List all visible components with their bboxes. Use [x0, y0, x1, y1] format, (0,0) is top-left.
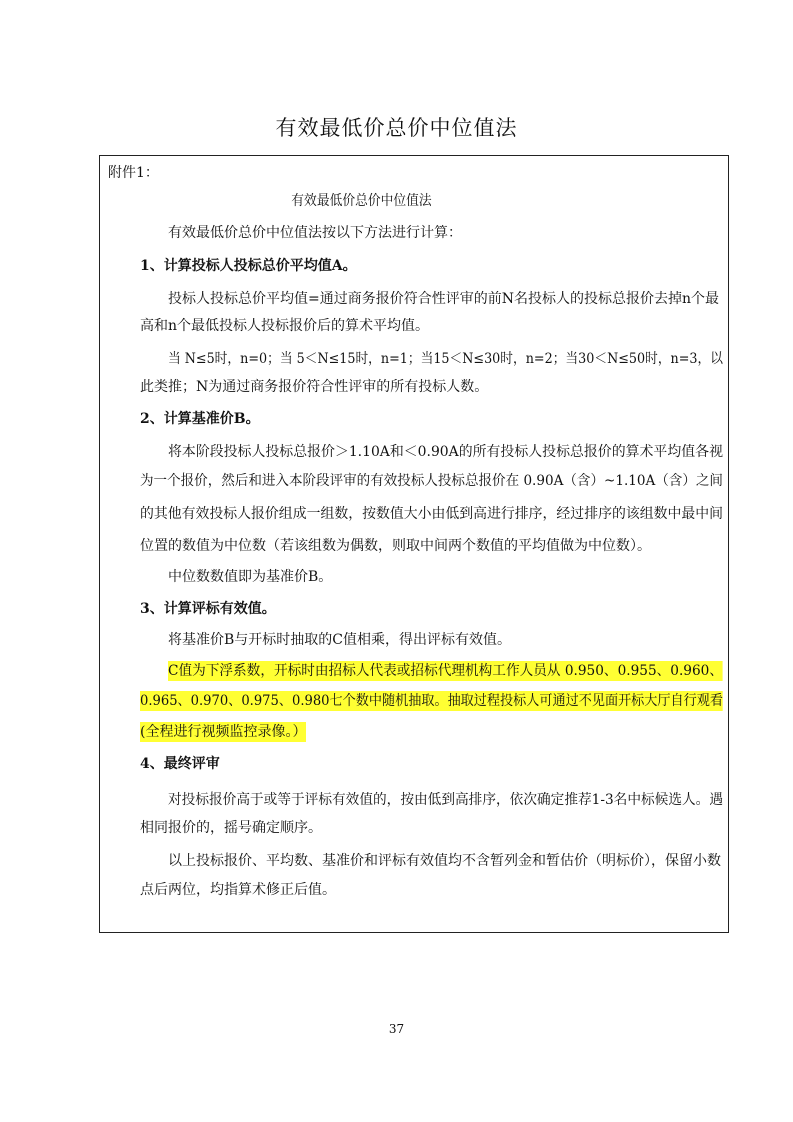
section2-paragraph1-line1: 将本阶段投标人投标总报价＞1.10A和＜0.90A的所有投标人投标总报价的算术平均值各视 — [168, 444, 723, 460]
page-title: 有效最低价总价中位值法 — [275, 116, 518, 140]
section1-paragraph2-line1: 当 N≤5时，n=0；当 5＜N≤15时，n=1；当15＜N≤30时，n=2；当30＜N≤50时，n=3，以 — [168, 351, 723, 367]
section3-heading: 3、计算评标有效值。 — [140, 601, 276, 617]
section4-paragraph1-line1: 对投标报价高于或等于评标有效值的，按由低到高排序，依次确定推荐1-3名中标候选人。遇 — [168, 792, 724, 808]
section4-heading: 4、最终评审 — [140, 756, 220, 772]
highlighted-line-2: 0.965、0.970、0.975、0.980七个数中随机抽取。抽取过程投标人可通过不见面开标大厅自行观看 — [140, 693, 723, 709]
section2-paragraph1-line4: 位置的数值为中位数（若该组数为偶数，则取中间两个数值的平均值做为中位数）。 — [140, 538, 651, 554]
highlighted-line-3: (全程进行视频监控录像。） — [140, 724, 307, 740]
section1-paragraph2-line2: 此类推；N为通过商务报价符合性评审的所有投标人数。 — [140, 379, 489, 395]
section1-paragraph1-line2: 高和n个最低投标人投标报价后的算术平均值。 — [140, 318, 430, 334]
section2-paragraph1-line3: 的其他有效投标人报价组成一组数，按数值大小由低到高进行排序，经过排序的该组数中最中间 — [140, 506, 724, 522]
section3-paragraph1: 将基准价B与开标时抽取的C值相乘，得出评标有效值。 — [168, 632, 511, 648]
section1-paragraph1-line1: 投标人投标总价平均值=通过商务报价符合性评审的前N名投标人的投标总报价去掉n个最 — [168, 291, 719, 307]
intro-text: 有效最低价总价中位值法按以下方法进行计算： — [168, 225, 462, 241]
section4-paragraph1-line2: 相同报价的，摇号确定顺序。 — [140, 820, 322, 836]
section2-heading: 2、计算基准价B。 — [140, 411, 260, 427]
attachment-label: 附件1： — [108, 165, 159, 181]
page-number: 37 — [388, 1022, 405, 1036]
section4-paragraph2-line1: 以上投标报价、平均数、基准价和评标有效值均不含暂列金和暂估价（明标价），保留小数 — [168, 853, 721, 869]
section1-heading: 1、计算投标人投标总价平均值A。 — [140, 258, 357, 274]
section2-paragraph1-line2: 为一个报价，然后和进入本阶段评审的有效投标人投标总报价在 0.90A（含）~1.10A（含）之间 — [140, 473, 723, 489]
inner-title: 有效最低价总价中位值法 — [291, 193, 432, 209]
section4-paragraph2-line2: 点后两位，均指算术修正后值。 — [140, 882, 336, 898]
section2-paragraph2: 中位数数值即为基准价B。 — [168, 569, 333, 585]
highlighted-line-1: C值为下浮系数，开标时由招标人代表或招标代理机构工作人员从 0.950、0.955、0.960、 — [168, 663, 724, 679]
